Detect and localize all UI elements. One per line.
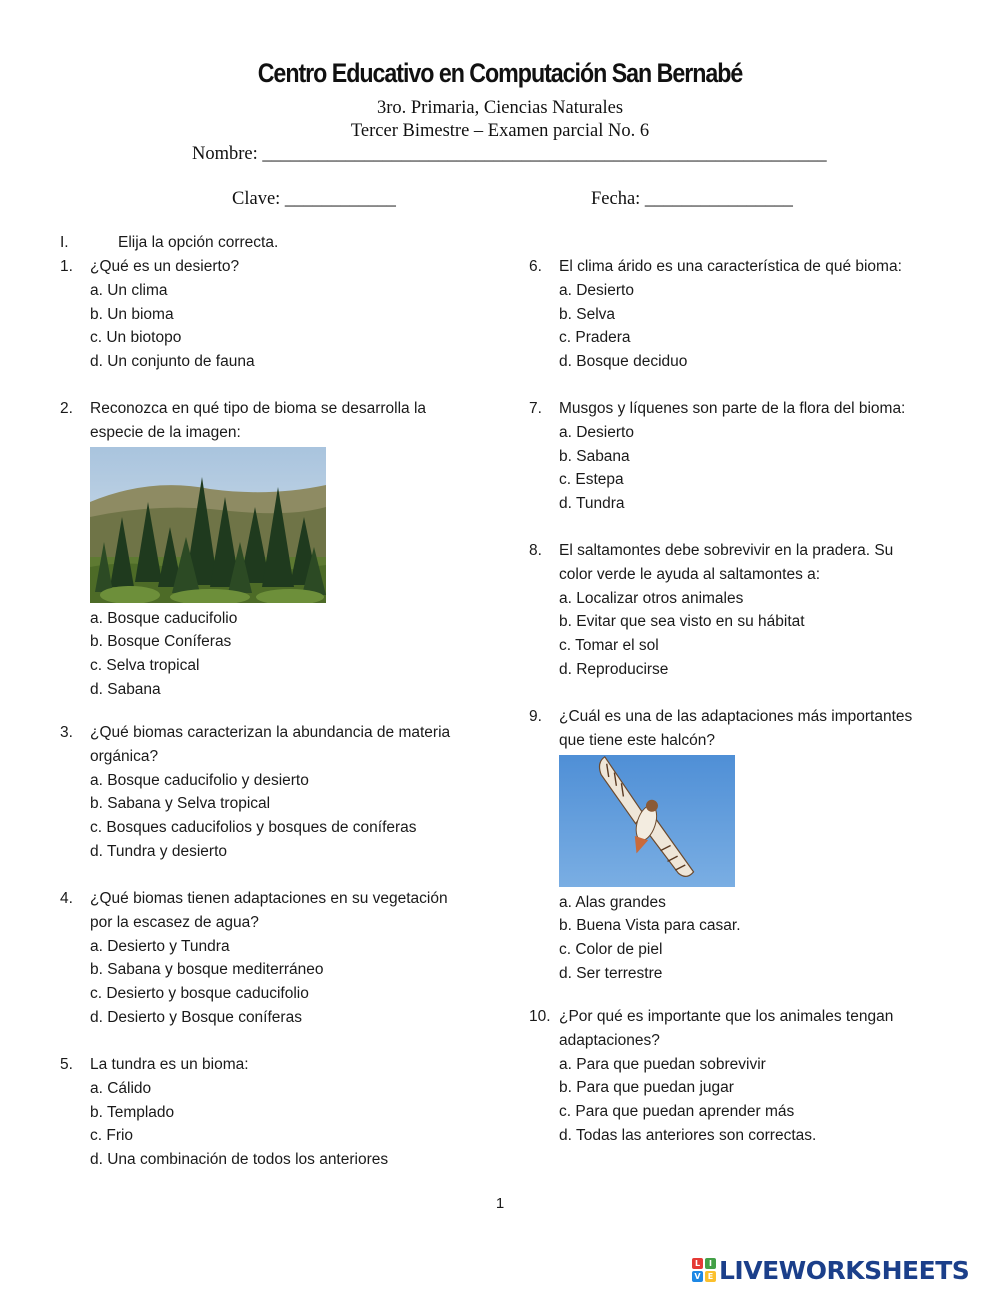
option-c[interactable]: c. Pradera [559,329,631,347]
hawk-photo [559,755,735,887]
option-d[interactable]: d. Bosque deciduo [559,353,688,371]
question-number: 8. [529,542,542,559]
option-a[interactable]: a. Cálido [90,1079,152,1097]
option-b[interactable]: b. Sabana y bosque mediterráneo [90,961,324,979]
question-number: 1. [60,258,73,275]
question-number: 6. [529,258,542,275]
question-text: La tundra es un bioma: [90,1056,249,1073]
option-d[interactable]: d. Ser terrestre [559,964,663,982]
option-d[interactable]: d. Una combinación de todos los anteriores [90,1151,389,1169]
question-number: 3. [60,724,73,741]
option-b[interactable]: b. Evitar que sea visto en su hábitat [559,613,805,631]
question-text: ¿Cuál es una de las adaptaciones más importantes [559,708,913,725]
question-number: 4. [60,890,73,907]
option-c[interactable]: c. Tomar el sol [559,637,659,655]
exam-name: Tercer Bimestre – Examen parcial No. 6 [350,121,650,141]
conifer-forest-photo [90,447,326,603]
option-b[interactable]: b. Buena Vista para casar. [559,917,741,935]
question-text: adaptaciones? [559,1031,660,1049]
school-title: Centro Educativo en Computación San Bernabé [257,58,743,88]
liveworksheets-logo[interactable] [692,1255,969,1285]
logo-blocks-icon: L I V E [692,1258,716,1282]
option-b[interactable]: b. Templado [90,1103,175,1121]
option-d[interactable]: d. Todas las anteriores son correctas. [559,1126,817,1144]
question-text: orgánica? [90,747,159,765]
option-b[interactable]: b. Sabana [559,447,630,465]
question-text: El saltamontes debe sobrevivir en la pradera. Su [559,542,894,559]
question-number: 2. [60,400,73,417]
question-text: especie de la imagen: [90,423,241,441]
option-c[interactable]: c. Estepa [559,471,624,489]
option-c[interactable]: c. Frio [90,1127,134,1145]
option-a[interactable]: a. Desierto y Tundra [90,937,230,955]
question-number: 9. [529,708,542,725]
grade-subject: 3ro. Primaria, Ciencias Naturales [376,98,624,118]
clave-field[interactable]: Clave: ____________ [232,189,396,209]
option-a[interactable]: a. Desierto [559,423,634,441]
option-a[interactable]: a. Localizar otros animales [559,589,744,607]
question-text: por la escasez de agua? [90,913,259,931]
option-d[interactable]: d. Un conjunto de fauna [90,353,255,371]
option-b[interactable]: b. Selva [559,305,616,323]
option-a[interactable]: a. Para que puedan sobrevivir [559,1055,766,1073]
question-text: que tiene este halcón? [559,731,715,749]
question-text: color verde le ayuda al saltamontes a: [559,565,821,583]
option-a[interactable]: a. Un clima [90,281,168,299]
logo-text: LIVEWORKSHEETS [719,1255,970,1285]
question-text: ¿Qué es un desierto? [90,258,240,275]
option-d[interactable]: d. Tundra y desierto [90,842,227,860]
nombre-field[interactable]: Nombre: _____________________________________________________________ [192,144,827,164]
option-c[interactable]: c. Color de piel [559,941,663,959]
option-c[interactable]: c. Para que puedan aprender más [559,1103,795,1121]
option-a[interactable]: a. Bosque caducifolio y desierto [90,771,309,789]
option-b[interactable]: b. Para que puedan jugar [559,1079,734,1097]
question-text: Reconozca en qué tipo de bioma se desarrolla la [90,400,427,417]
fecha-field[interactable]: Fecha: ________________ [591,189,793,209]
option-c[interactable]: c. Desierto y bosque caducifolio [90,985,309,1003]
option-a[interactable]: a. Bosque caducifolio [90,609,238,627]
question-number: 5. [60,1056,73,1073]
option-d[interactable]: d. Sabana [90,680,161,698]
option-c[interactable]: c. Selva tropical [90,657,200,675]
option-d[interactable]: d. Tundra [559,495,625,513]
section-roman: I. [60,234,69,251]
option-b[interactable]: b. Bosque Coníferas [90,633,232,651]
option-b[interactable]: b. Un bioma [90,305,174,323]
option-c[interactable]: c. Un biotopo [90,329,182,347]
option-c[interactable]: c. Bosques caducifolios y bosques de coníferas [90,819,417,837]
page-number: 1 [495,1195,505,1212]
option-b[interactable]: b. Sabana y Selva tropical [90,795,271,813]
question-number: 10. [529,1008,551,1025]
question-number: 7. [529,400,542,417]
option-d[interactable]: d. Desierto y Bosque coníferas [90,1008,302,1026]
question-text: ¿Qué biomas tienen adaptaciones en su vegetación [90,890,448,907]
question-text: Musgos y líquenes son parte de la flora del bioma: [559,400,906,417]
section-instruction: Elija la opción correcta. [118,234,279,251]
option-d[interactable]: d. Reproducirse [559,660,669,678]
question-text: El clima árido es una característica de qué bioma: [559,258,902,275]
question-text: ¿Por qué es importante que los animales tengan [559,1008,894,1025]
option-a[interactable]: a. Desierto [559,281,634,299]
option-a[interactable]: a. Alas grandes [559,893,666,911]
question-text: ¿Qué biomas caracterizan la abundancia de materia [90,724,451,741]
